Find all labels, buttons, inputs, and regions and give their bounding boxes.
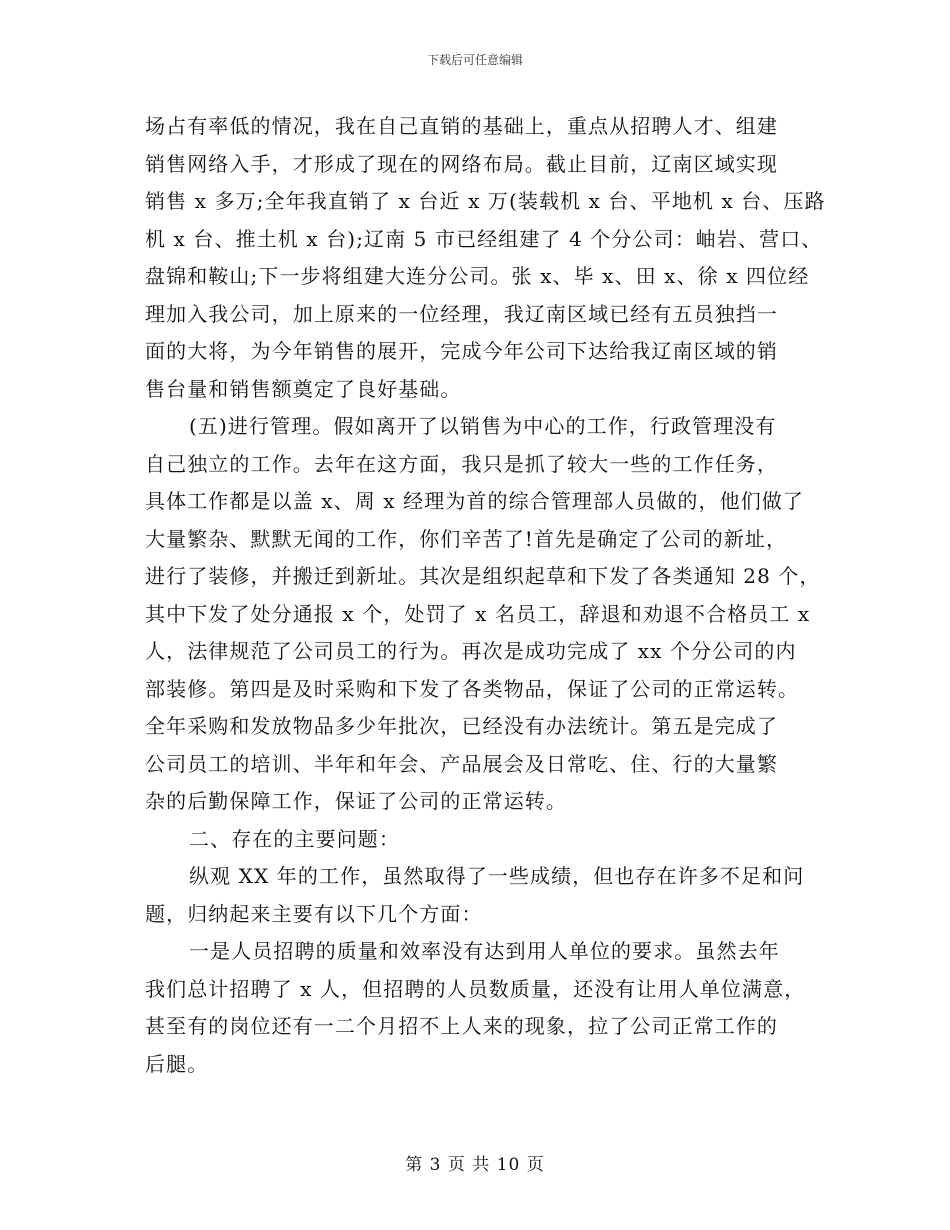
text-line: 具体工作都是以盖 x、周 x 经理为首的综合管理部人员做的，他们做了 bbox=[145, 489, 805, 513]
page-number: 第 3 页 共 10 页 bbox=[405, 1155, 545, 1175]
text-line: 我们总计招聘了 x 人，但招聘的人员数质量，还没有让用人单位满意， bbox=[145, 976, 806, 1001]
text-line: 场占有率低的情况，我在自己直销的基础上，重点从招聘人才、组建 bbox=[145, 114, 778, 138]
text-line: 进行了装修，并搬迁到新址。其次是组织起草和下发了各类通知 28 个， bbox=[145, 564, 821, 588]
text-line: 销售网络入手，才形成了现在的网络布局。截止目前，辽南区域实现 bbox=[145, 151, 778, 176]
text-line: 全年采购和发放物品多少年批次，已经没有办法统计。第五是完成了 bbox=[145, 714, 778, 738]
text-line: 公司员工的培训、半年和年会、产品展会及日常吃、住、行的大量繁 bbox=[145, 751, 778, 776]
text-line: 理加入我公司，加上原来的一位经理，我辽南区域已经有五员独挡一 bbox=[145, 301, 778, 326]
page-header: 下载后可任意编辑 bbox=[426, 53, 523, 67]
text-line: 部装修。第四是及时采购和下发了各类物品，保证了公司的正常运转。 bbox=[145, 676, 800, 701]
text-line: 机 x 台、推土机 x 台);辽南 5 市已经组建了 4 个分公司：岫岩、营口、 bbox=[145, 226, 823, 251]
text-line: 其中下发了处分通报 x 个，处罚了 x 名员工，辞退和劝退不合格员工 x bbox=[145, 601, 811, 626]
text-line: 销售 x 多万;全年我直销了 x 台近 x 万(装载机 x 台、平地机 x 台、压路 bbox=[145, 189, 826, 213]
document-body bbox=[145, 108, 826, 1083]
paragraph-first-line: 纵观 XX 年的工作，虽然取得了一些成绩，但也存在许多不足和问 bbox=[189, 864, 805, 888]
text-line: 题，归纳起来主要有以下几个方面： bbox=[145, 901, 483, 926]
paragraph-first-line: (五)进行管理。假如离开了以销售为中心的工作，行政管理没有 bbox=[189, 414, 777, 438]
text-line: 杂的后勤保障工作，保证了公司的正常运转。 bbox=[145, 789, 567, 813]
text-line: 后腿。 bbox=[145, 1051, 209, 1076]
section-heading: 二、存在的主要问题： bbox=[189, 826, 400, 851]
text-line: 盘锦和鞍山;下一步将组建大连分公司。张 x、毕 x、田 x、徐 x 四位经 bbox=[145, 264, 810, 288]
text-line: 自己独立的工作。去年在这方面，我只是抓了较大一些的工作任务， bbox=[145, 451, 778, 476]
text-line: 大量繁杂、默默无闻的工作，你们辛苦了!首先是确定了公司的新址， bbox=[145, 526, 788, 551]
text-line: 甚至有的岗位还有一二个月招不上人来的现象，拉了公司正常工作的 bbox=[145, 1014, 778, 1038]
text-line: 售台量和销售额奠定了良好基础。 bbox=[145, 376, 462, 401]
text-line: 人，法律规范了公司员工的行为。再次是成功完成了 xx 个分公司的内 bbox=[145, 639, 797, 663]
paragraph-first-line: 一是人员招聘的质量和效率没有达到用人单位的要求。虽然去年 bbox=[189, 939, 780, 963]
text-line: 面的大将，为今年销售的展开，完成今年公司下达给我辽南区域的销 bbox=[145, 339, 778, 363]
